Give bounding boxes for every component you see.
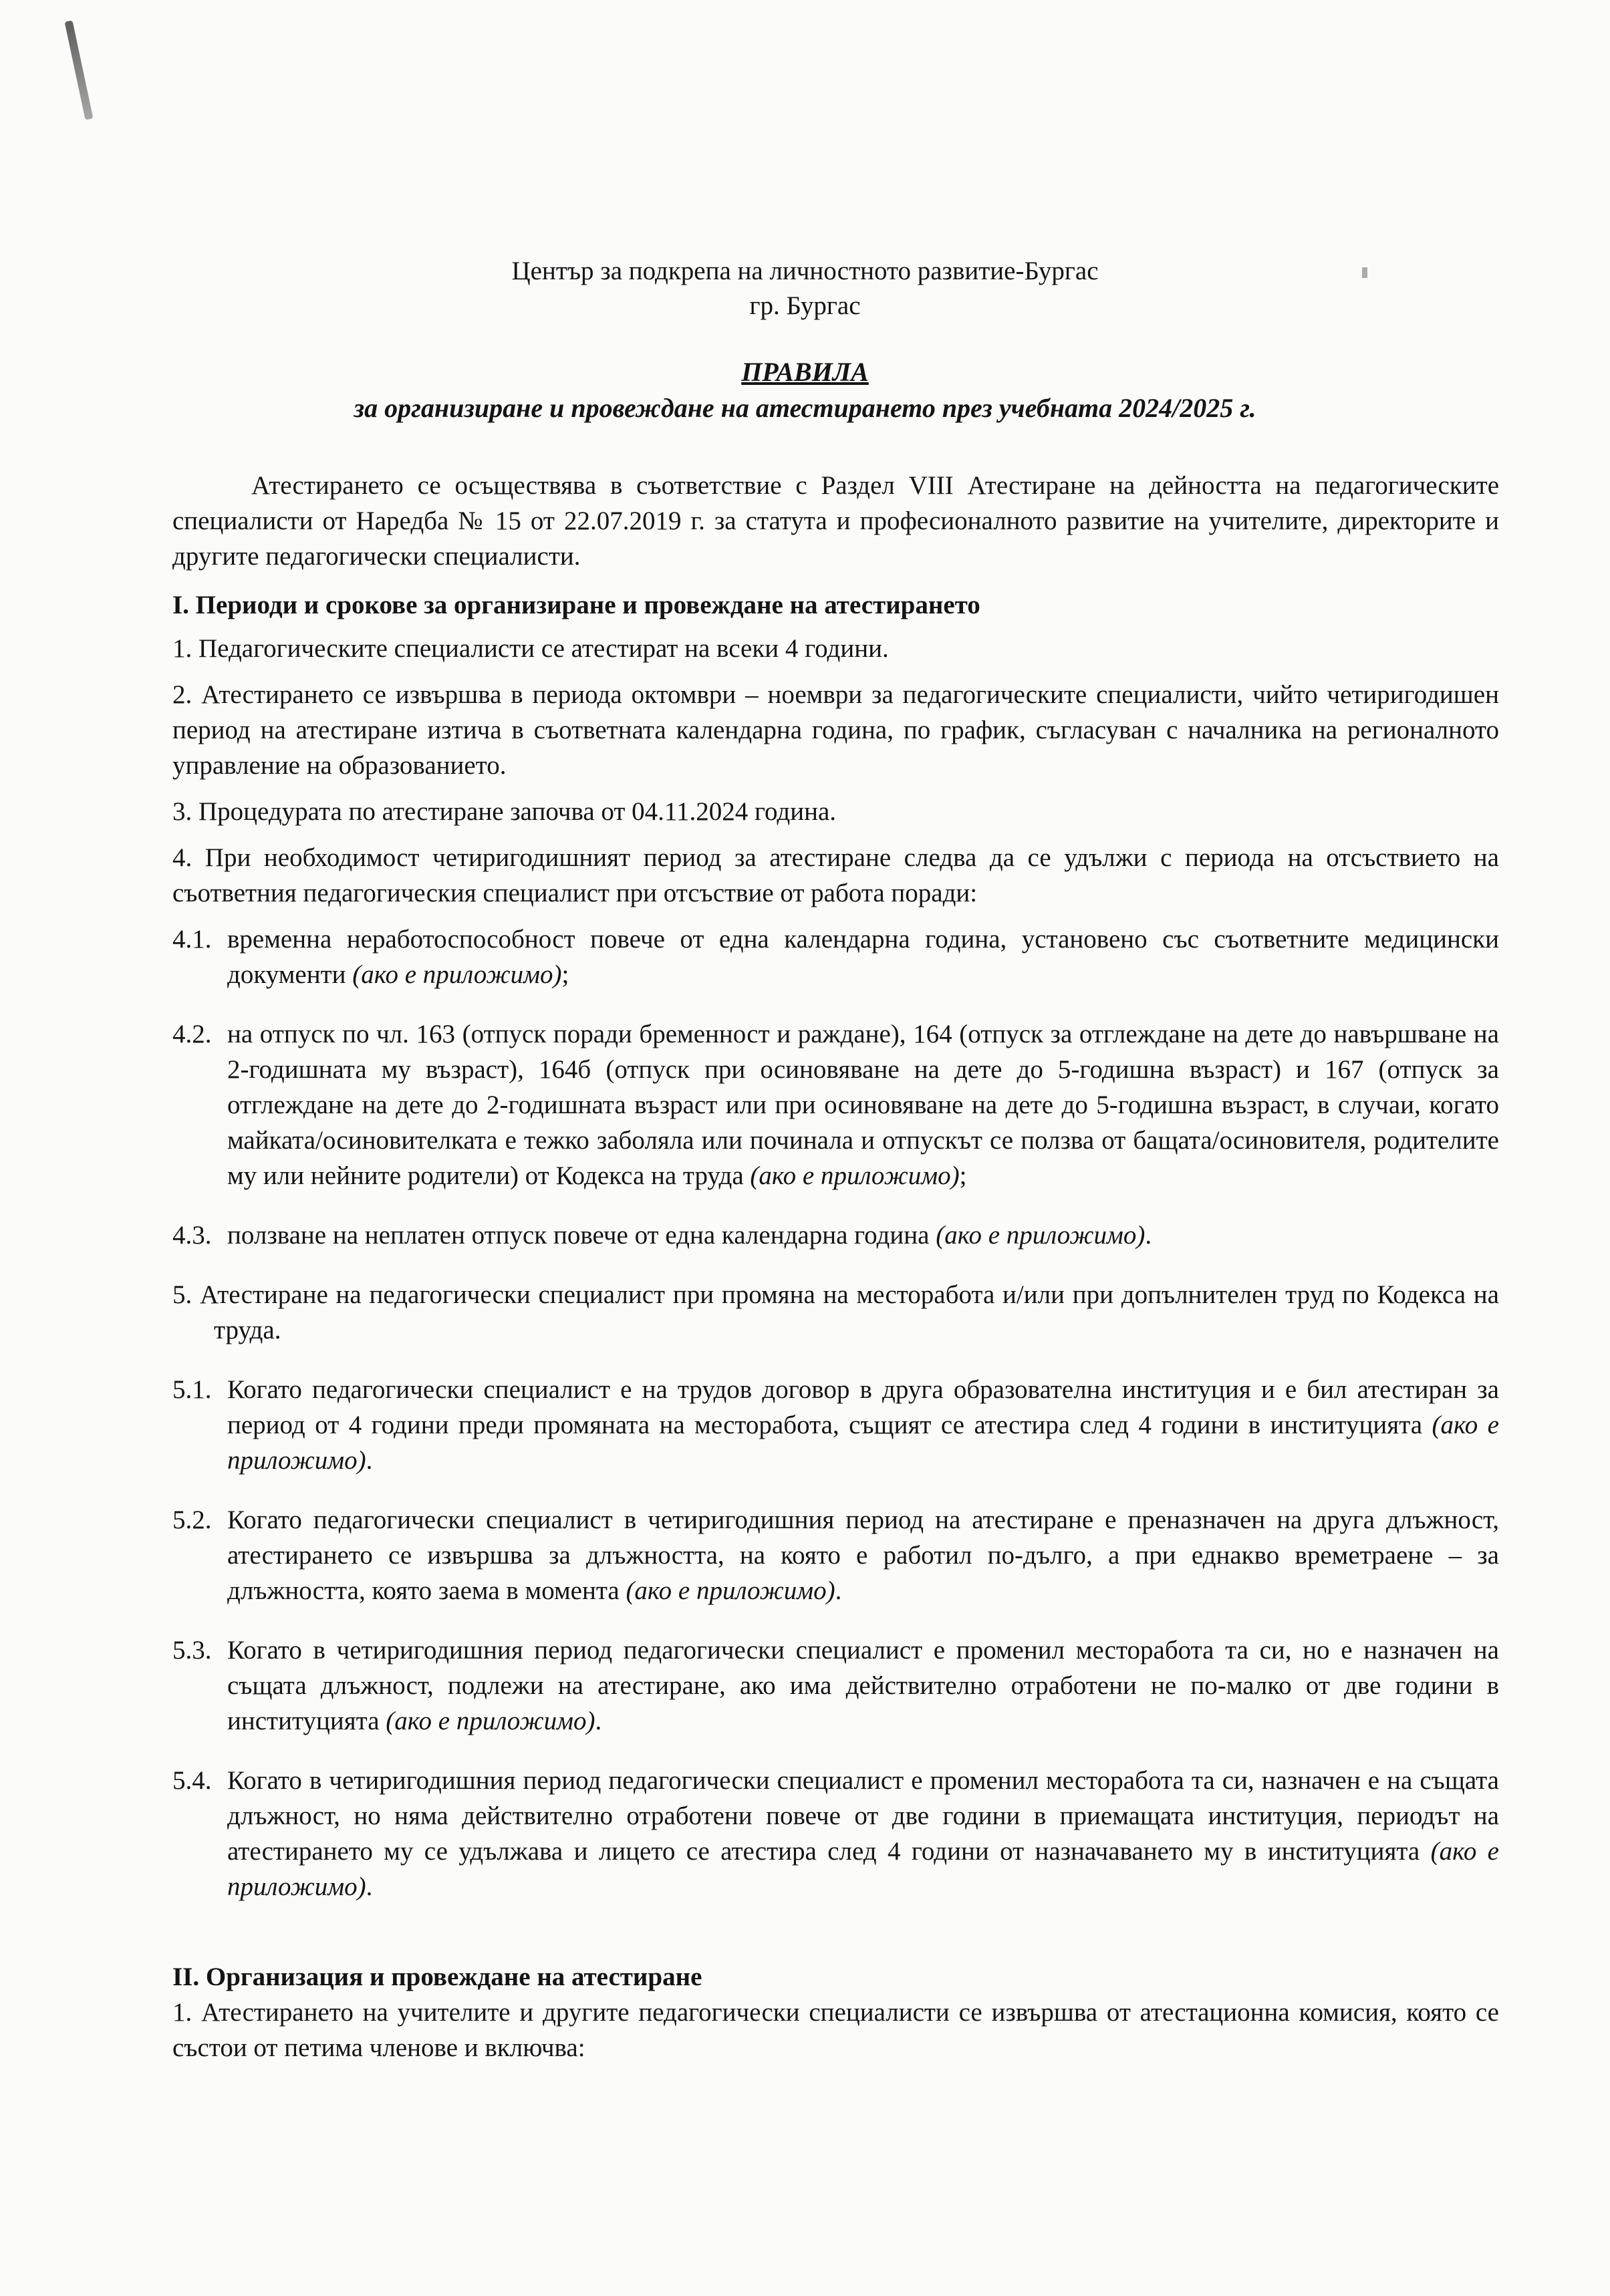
list-item-text: ползване на неплатен отпуск повече от една календарна година (ако е приложимо).	[227, 1221, 1152, 1250]
intro-paragraph: Атестирането се осъществява в съответствие с Раздел VIII Атестиране на дейността на педагогическите специалисти от Наредба № 15 от 22.07.2019 г. за статута и професионалното развитие на учителите, директорите и другите педагогически специалисти.	[172, 471, 1499, 571]
applicable-note: (ако е приложимо)	[936, 1221, 1146, 1250]
scan-artifact-mark	[65, 20, 94, 120]
section-1-heading: I. Периоди и срокове за организиране и провеждане на атестирането	[172, 591, 980, 619]
list-item-text: Когато в четиригодишния период педагогически специалист е променил месторабота та си, назначен е на същата длъжност, но няма действително отработени повече от две години в приемащата институция, периодът на атестирането му се удължава и лицето се атестира след 4 години от назначаването му в институцията (ако е приложимо).	[227, 1766, 1499, 1901]
list-item-5-2	[172, 1502, 1499, 1608]
applicable-note: (ако е приложимо)	[750, 1161, 960, 1190]
title-subtitle: за организиране и провеждане на атестирането през учебната 2024/2025 г.	[354, 393, 1256, 423]
list-item-number: 5.2.	[172, 1505, 212, 1534]
title-main: ПРАВИЛА	[741, 357, 869, 387]
city-name: гр. Бургас	[749, 291, 861, 320]
list-item-text: на отпуск по чл. 163 (отпуск поради бременност и раждане), 164 (отпуск за отглеждане на дете до навършване на 2-годишната му възраст), 164б (отпуск при осиновяване на дете до 5-годишна възраст) и 167 (отпуск за отглеждане на дете до 2-годишната възраст или при осиновяване на дете до 5-годишна възраст, в случаи, когато майката/осиновителката е тежко заболяла или починала и отпускът се ползва от бащата/осиновителя, родителите му или нейните родители) от Кодекса на труда (ако е приложимо);	[227, 1020, 1499, 1190]
applicable-note: (ако е приложимо)	[352, 960, 562, 989]
section-spacer	[172, 1928, 1499, 1959]
list-item-4-3	[172, 1217, 1499, 1253]
list-item-5-4	[172, 1763, 1499, 1904]
document-body	[172, 468, 1499, 2076]
list-item-5-3	[172, 1632, 1499, 1739]
list-item-5-1	[172, 1372, 1499, 1478]
list-item-text: временна неработоспособност повече от една календарна година, установено със съответните медицински документи (ако е приложимо);	[227, 925, 1499, 989]
section-1-paragraph-3: 3. Процедурата по атестиране започва от 04.11.2024 година.	[172, 797, 837, 826]
list-item-text: Когато педагогически специалист е на трудов договор в друга образователна институция и е бил атестиран за период от 4 години преди промяната на месторабота, същият се атестира след 4 години в институцията (ако е приложимо).	[227, 1375, 1499, 1475]
section-1-paragraph-4: 4. При необходимост четиригодишният период за атестиране следва да се удължи с периода на отсъствието на съответния педагогическия специалист при отсъствие от работа поради:	[172, 843, 1499, 907]
list-item-number: 5.1.	[172, 1375, 212, 1404]
document-header	[0, 254, 1610, 323]
list-item-number: 4.1.	[172, 925, 212, 954]
list-item-4-2	[172, 1016, 1499, 1193]
section-2-paragraph-1: 1. Атестирането на учителите и другите педагогически специалисти се извършва от атестационна комисия, която се състои от петима членове и включва:	[172, 1998, 1499, 2062]
section-2-heading: II. Организация и провеждане на атестиране	[172, 1963, 702, 1991]
section-1-paragraph-5: 5. Атестиране на педагогически специалист при промяна на месторабота и/или при допълнителен труд по Кодекса на труда.	[172, 1280, 1499, 1344]
applicable-note: (ако е приложимо)	[386, 1707, 595, 1735]
applicable-note: (ако е приложимо)	[626, 1576, 835, 1605]
section-1-paragraph-1: 1. Педагогическите специалисти се атестират на всеки 4 години.	[172, 634, 889, 663]
list-item-number: 5.4.	[172, 1766, 212, 1795]
list-item-number: 4.2.	[172, 1020, 212, 1048]
list-item-4-1	[172, 921, 1499, 992]
applicable-note: (ако е приложимо)	[227, 1837, 1499, 1901]
section-1-paragraph-2: 2. Атестирането се извършва в периода октомври – ноември за педагогическите специалисти, чийто четиригодишен период на атестиране изтича в съответната календарна година, по график, съгласуван с началника на регионалното управление на образованието.	[172, 680, 1499, 780]
document-title	[0, 354, 1610, 426]
applicable-note: (ако е приложимо)	[227, 1411, 1499, 1475]
list-item-number: 5.3.	[172, 1636, 212, 1665]
list-item-text: Когато педагогически специалист в четиригодишния период на атестиране е преназначен на друга длъжност, атестирането се извършва за длъжността, на която е работил по-дълго, а при еднакво времетраене – за длъжността, която заема в момента (ако е приложимо).	[227, 1505, 1499, 1605]
organization-name: Център за подкрепа на личностното развитие-Бургас	[511, 257, 1099, 285]
list-item-text: Когато в четиригодишния период педагогически специалист е променил месторабота та си, но е назначен на същата длъжност, подлежи на атестиране, ако има действително отработени не по-малко от две години в институцията (ако е приложимо).	[227, 1636, 1499, 1735]
list-item-number: 4.3.	[172, 1221, 212, 1250]
